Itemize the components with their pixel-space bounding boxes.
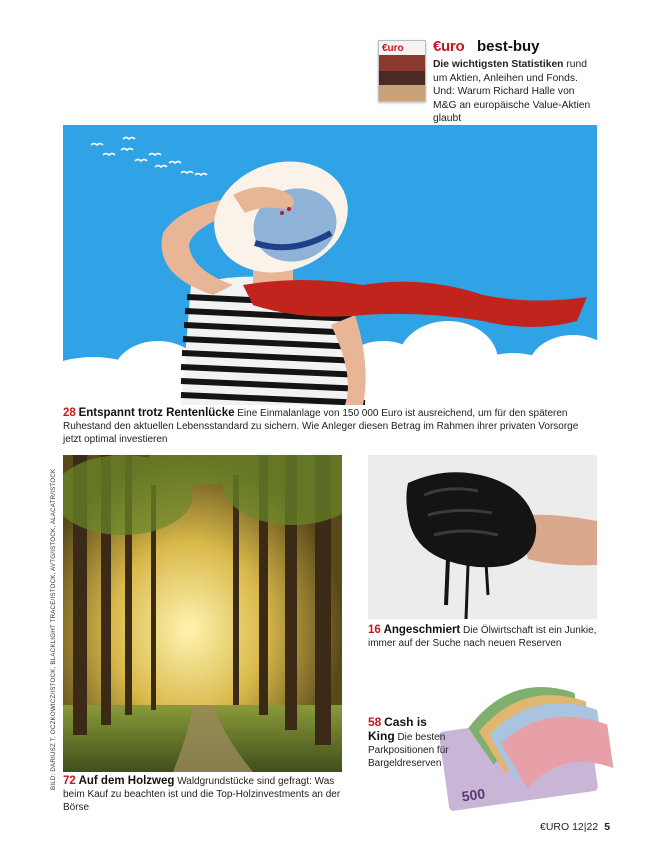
- banknotes-photo[interactable]: [432, 680, 622, 820]
- bestbuy-title: best-buy: [477, 38, 540, 55]
- magazine-cover-thumbnail[interactable]: [378, 40, 426, 102]
- bestbuy-lead: Die wichtigsten Statistiken: [433, 59, 564, 70]
- svg-text:500: 500: [460, 785, 487, 805]
- banknotes-photo-svg: [432, 680, 622, 820]
- article-58-page: 58: [368, 715, 382, 729]
- bestbuy-text: rund um Aktien, Anleihen und Fonds. Und: Warum Richard Halle von M&G an europäische Value-Aktien glaubt: [433, 59, 591, 124]
- bestbuy-description: [433, 58, 593, 126]
- article-28-headline: Entspannt trotz Rentenlücke: [78, 407, 235, 419]
- article-72-caption[interactable]: [63, 775, 348, 814]
- article-16-text: Die Ölwirtschaft ist ein Junkie, immer auf der Suche nach neuen Reserven: [368, 625, 597, 649]
- article-58-headline: Cash is King: [368, 715, 427, 743]
- magazine-issue: €URO 12|22: [540, 821, 599, 833]
- forest-photo[interactable]: [63, 455, 342, 772]
- article-72-page: 72: [63, 775, 76, 787]
- article-16-headline: Angeschmiert: [383, 624, 461, 636]
- hero-illustration[interactable]: [63, 125, 597, 405]
- article-58-caption[interactable]: [368, 716, 454, 770]
- article-28-page: 28: [63, 407, 76, 419]
- page-number: 5: [604, 821, 611, 833]
- euro-logo: €uro: [433, 38, 465, 55]
- oil-fist-photo-svg: [368, 455, 597, 619]
- photo-credit: BILD: DARIUSZ T. OCZKOWICZ/ISTOCK, BLACKLIGHT TRACE/ISTOCK, AVTG/ISTOCK, ALACATR/ISTOCK: [50, 468, 57, 790]
- article-28-caption[interactable]: [63, 407, 597, 446]
- article-72-text: Waldgrundstücke sind gefragt: Was beim Kauf zu beachten ist und die Top-Holzinvestments an der Börse: [63, 776, 341, 813]
- article-16-caption[interactable]: [368, 624, 600, 650]
- article-16-page: 16: [368, 624, 381, 636]
- article-72-headline: Auf dem Holzweg: [78, 775, 175, 787]
- oil-fist-photo[interactable]: [368, 455, 597, 619]
- page-footer: [540, 821, 610, 833]
- article-28-text: Eine Einmalanlage von 150 000 Euro ist ausreichend, um für den späteren Ruhestand den aktuellen Lebensstandard zu sichern. Wie Anleger diesen Betrag im Rahmen ihrer privaten Vorsorge jetzt optimal investieren: [63, 408, 579, 445]
- forest-photo-svg: [63, 455, 342, 772]
- cover-logo: €uro: [382, 43, 404, 54]
- article-58-text: Die besten Parkpositionen für Bargeldreserven: [368, 732, 449, 769]
- hero-illustration-svg: [63, 125, 597, 405]
